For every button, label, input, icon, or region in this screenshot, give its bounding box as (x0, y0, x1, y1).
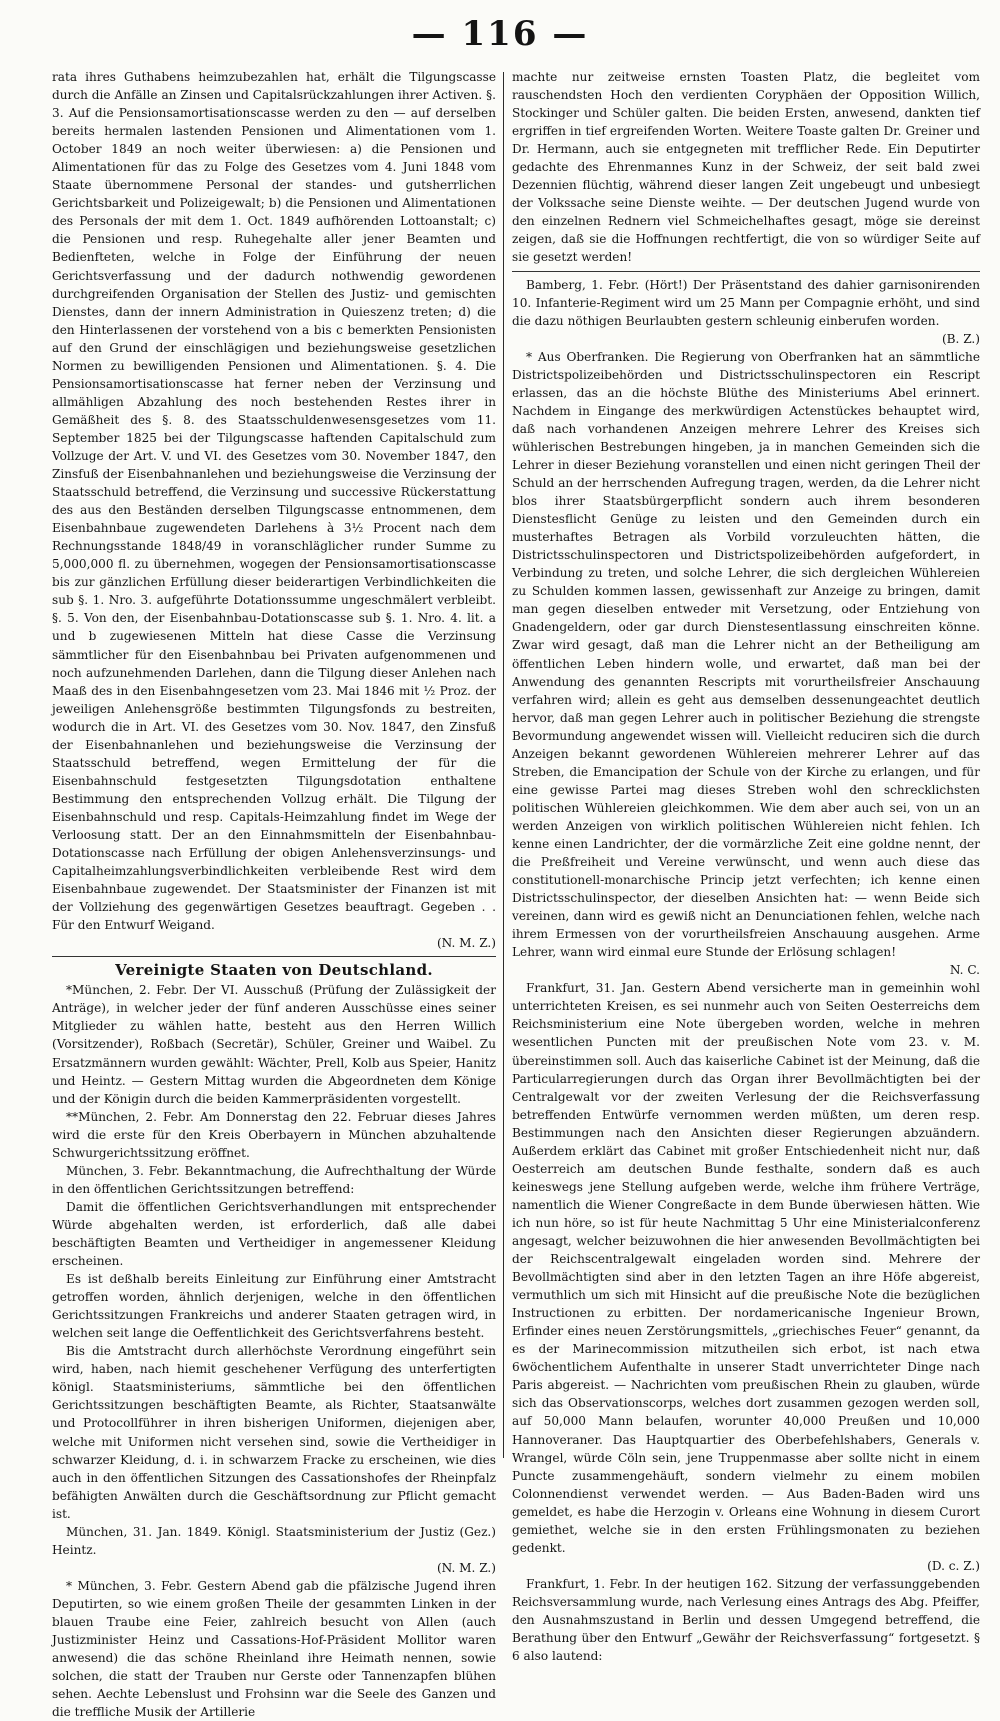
divider (52, 956, 496, 957)
article-text: * Aus Oberfranken. Die Regierung von Oberfranken hat an sämmtliche Districtspolizeibehörden und Districtsschulinspectoren ein Rescript erlassen, das an die höchste Blüthe des Ministeriums Abel erinnert. Nachdem in Eingange des merkwürdigen Actenstückes behauptet wird, daß nach vorhandenen Anzeigen mehrere Lehrer des Kreises sich wühlerischen Bestrebungen hingeben, ja in manchen Gemeinden sich die Lehrer in dieser Beziehung voranstellen und einen nicht geringen Theil der Schuld an der herrschenden Aufregung tragen, werden, da die Lehrer nicht blos ihrer Staatsbürgerpflicht sondern auch ihrem besonderen Dienstesflicht Genüge zu leisten und den Gemeinden durch ein musterhaftes Betragen als Vorbild vorzuleuchten hätten, die Districtsschulinspectoren und Districtspolizeibehörden aufgefordert, in Verbindung zu treten, und solche Lehrer, die sich dergleichen Wühlereien zu Schulden kommen lassen, gewissenhaft zur Anzeige zu bringen, damit man gegen dieselben entweder mit Versetzung, oder Entziehung von Gnadengeldern, oder gar durch Dienstesentlassung einschreiten könne. Zwar wird gesagt, daß man die Lehrer nicht an der Betheiligung am öffentlichen Leben hindern wolle, und erwartet, daß man bei der Anwendung des genannten Rescripts mit vorurtheilsfreier Anschauung verfahren wird; allein es geht aus demselben dessenungeachtet deutlich hervor, daß man gegen Lehrer auch in politischer Beziehung die strengste Bevormundung angewendet wissen will. Vielleicht reduciren sich die durch Anzeigen bekannt gewordenen Wühlereien mehrerer Lehrer auf das Streben, die Emancipation der Schule von der Kirche zu erlangen, und für eine gewisse Partei mag dieses Streben wohl den schrecklichsten politischen Wühlereien gleichkommen. Wie dem aber auch sei, von un an werden Anzeigen von wirklich politischen Wühlereien nicht fehlen. Ich kenne einen Landrichter, der die vormärzliche Zeit eine goldne nennt, der die Preßfreiheit und Vereine verwünscht, und wenn auch diese das constitutionell-monarchische Princip jetzt verfechten; ich kenne einen Districtsschulinspector, der dieselben Ansichten hat: — wenn Beide sich vereinen, dann wird es gewiß nicht an Denunciationen fehlen, welche nach ihrem Ermessen von der vorurtheilsfreien Anschauung ausgehen. Arme Lehrer, wann wird einmal eure Stunde der Erlösung schlagen! (512, 349, 980, 960)
article-text: *München, 2. Febr. Der VI. Ausschuß (Prüfung der Zulässigkeit der Anträge), in welcher jeder der fünf anderen Ausschüsse eines seiner Mitglieder zu wählen hatte, besteht aus den Herren Willich (Vorsitzender), Roßbach (Secretär), Schüler, Greiner und Waibel. Zu Ersatzmännern wurden gewählt: Wächter, Prell, Kolb aus Speier, Hanitz und Heintz. — Gestern Mittag wurden die Abgeordneten dem Könige und der Königin durch die beiden Kammerpräsidenten vorgestellt. (52, 983, 496, 1106)
column-divider (503, 72, 504, 1458)
article-text: * München, 3. Febr. Gestern Abend gab die pfälzische Jugend ihren Deputirten, so wie einem großen Theile der gesammten Linken in der blauen Traube eine Feier, zahlreich besucht von Allen (auch Justizminister Heinz und Cassations-Hof-Präsident Mollitor waren anwesend) die das schöne Rheinland ihre Heimath nennen, sowie solchen, die statt der Trauben nur Gerste oder Tannenzapfen blühen sehen. Aechte Lebenslust und Frohsinn war die Seele des Ganzen und die treffliche Musik der Artillerie (52, 1578, 496, 1720)
left-column (52, 68, 496, 1720)
page-number: — 116 — (411, 14, 589, 54)
article-text: Frankfurt, 31. Jan. Gestern Abend versicherte man in gemeinhin wohl unterrichteten Kreisen, es sei nunmehr auch von Seiten Oesterreichs dem Reichsministerium eine Note übergeben worden, welche in mehren wesentlichen Puncten mit der preußischen Note vom 23. v. M. übereinstimmen soll. Auch das kaiserliche Cabinet ist der Meinung, daß die Particularregierungen durch das Organ ihrer Bevollmächtigten bei der Centralgewalt vor der zweiten Verlesung der die Reichsverfassung betreffenden Entwürfe vernommen werden müßten, um deren resp. Bestimmungen nach den Ansichten dieser Regierungen abzuändern. Außerdem erklärt das Cabinet mit großer Entschiedenheit nicht nur, daß Oesterreich am deutschen Bunde festhalte, sondern daß es auch keineswegs jene Stellung aufgeben werde, welche ihm frühere Verträge, namentlich die Wiener Congreßacte in dem Bunde überwiesen hätten. Wie ich nun höre, so ist für heute Nachmittag 5 Uhr eine Ministerialconferenz angesagt, welcher beizuwohnen die hier anwesenden Bevollmächtigten bei der Reichscentralgewalt eingeladen worden sind. Mehrere der Bevollmächtigten sind aber in den letzten Tagen an ihre Höfe abgereist, vermuthlich um sich mit Hinsicht auf die preußische Note die bezüglichen Instructionen zu erbitten. Der nordamericanische Ingenieur Brown, Erfinder eines neuen Zerstörungsmittels, „griechisches Feuer“ genannt, da es der Marinecommission mitzutheilen sich erbot, ist nach etwa 6wöchentlichem Aufenthalte in unserer Stadt unverrichteter Dinge nach Paris abgereist. — Nachrichten vom preußischen Rhein zu glauben, würde sich das Observationscorps, welches dort zusammen gezogen werden soll, auf 50,000 Mann belaufen, worunter 40,000 Preußen und 10,000 Hannoveraner. Das Hauptquartier des Oberbefehlshabers, Generals v. Wrangel, würde Cöln sein, jene Truppenmasse aber sollte nicht in einem Puncte zusammengehäuft, sondern vielmehr zu einem mobilen Colonnendienst verwendet werden. — Aus Baden-Baden wird uns gemeldet, es habe die Herzogin v. Orleans eine Wohnung in diesem Curort gemiethet, welche sie in den ersten Frühlingsmonaten zu beziehen gedenkt. (512, 981, 980, 1555)
article-text: Frankfurt, 1. Febr. In der heutigen 162. Sitzung der verfassunggebenden Reichsversammlung wurde, nach Verlesung eines Antrags des Abg. Pfeiffer, den Ausnahmszustand in Berlin und dessen Umgegend betreffend, die Berathung über den Entwurf „Gewähr der Reichsverfassung“ fortgesetzt. § 6 also lautend: (512, 1576, 980, 1664)
article-source: (D. c. Z.) (927, 1558, 980, 1573)
divider (512, 271, 980, 272)
article-text: München, 3. Febr. Bekanntmachung, die Aufrechthaltung der Würde in den öffentlichen Gerichtssitzungen betreffend: (52, 1163, 496, 1196)
article-source: (B. Z.) (941, 331, 980, 346)
article-text: Damit die öffentlichen Gerichtsverhandlungen mit entsprechender Würde abgehalten werden, ist erforderlich, daß alle dabei beschäftigten Beamten und Vertheidiger in angemessener Kleidung erscheinen. (52, 1199, 496, 1269)
article-text: Bamberg, 1. Febr. (Hört!) Der Präsentstand des dahier garnisonirenden 10. Infanterie-Regiment wird um 25 Mann per Compagnie erhöht, und sind die dazu nöthigen Beurlaubten gestern schleunig einberufen worden. (512, 277, 980, 328)
article-text: machte nur zeitweise ernsten Toasten Platz, die begleitet vom rauschendsten Hoch den verdienten Coryphäen der Opposition Willich, Stockinger und Schüler galten. Die beiden Ersten, anwesend, dankten tief ergriffen in tief ergreifenden Worten. Weitere Toaste galten Dr. Greiner und Dr. Hermann, auch sie entgegneten mit trefflicher Rede. Ein Deputirter gedachte des Ehrenmannes Kunz in der Schweiz, der seit bald zwei Dezennien flüchtig, während dieser langen Zeit ungebeugt und unbesiegt der Volkssache seine Dienste weihte. — Der deutschen Jugend wurde von den einzelnen Rednern viel Schmeichelhaftes gesagt, möge sie dereinst zeigen, daß sie die Hoffnungen rechtfertigt, die von so würdiger Seite auf sie gesetzt werden! (512, 70, 980, 265)
article-text: **München, 2. Febr. Am Donnerstag den 22. Februar dieses Jahres wird die erste für den Kreis Oberbayern in München abzuhaltende Schwurgerichtssitzung eröffnet. (52, 1109, 496, 1160)
article-text: Bis die Amtstracht durch allerhöchste Verordnung eingeführt sein wird, haben, nach hiemit geschehener Verfügung des unterfertigten königl. Staatsministeriums, sämmtliche bei den öffentlichen Gerichtssitzungen beschäftigten Beamte, als Richter, Staatsanwälte und Protocollführer in ihren bisherigen Uniformen, diejenigen aber, welche mit Uniformen nicht versehen sind, sowie die Vertheidiger in schwarzer Kleidung, d. i. in schwarzem Fracke zu erscheinen, wie dies auch in den öffentlichen Sitzungen des Cassationshofes der Rheinpfalz befähigten Anwälten durch die Geschäftsordnung zur Pflicht gemacht ist. (52, 1344, 496, 1521)
article-source: (N. M. Z.) (436, 936, 496, 951)
article-source: N. C. (949, 963, 980, 978)
article-text: rata ihres Guthabens heimzubezahlen hat, erhält die Tilgungscasse durch die Anfälle an Zinsen und Capitalsrückzahlungen ihrer Activen. §. 3. Auf die Pensionsamortisationscasse werden zu den — auf derselben bereits hermalen lastenden Pensionen und Alimentationen vom 1. October 1849 an noch weiter überwiesen: a) die Pensionen und Alimentationen für das zu Folge des Gesetzes vom 4. Juni 1848 vom Staate übernommene Personal der standes- und gutsherrlichen Gerichtsbarkeit und Polizeigewalt; b) die Pensionen und Alimentationen des Personals der mit dem 1. Oct. 1849 aufhörenden Lottoanstalt; c) die Pensionen und resp. Ruhegehalte aller jener Beamten und Bedienfteten, welche in Folge der Einführung der neuen Gerichtsverfassung und der dadurch nothwendig gewordenen durchgreifenden Organisation der Stellen des Justiz- und gemischten Dienstes, dann der innern Administration in Quieszenz treten; d) die den Hinterlassenen der vorstehend von a bis c bemerkten Pensionisten auf den Grund der einschlägigen und beziehungsweise gesetzlichen Normen zu bewilligenden Pensionen und Alimentationen. §. 4. Die Pensionsamortisationscasse hat ferner neben der Verzinsung und allmähligen Abzahlung des noch bestehenden Restes ihrer in Gemäßheit des §. 8. des Staatsschuldenwesensgesetzes vom 11. September 1825 bei der Tilgungscasse haftenden Capitalschuld zum Vollzuge der Art. V. und VI. des Gesetzes vom 30. November 1847, den Zinsfuß der Eisenbahnanlehen und beziehungsweise die Verzinsung der Staatsschuld betreffend, die Verzinsung und successive Rückerstattung des aus den Beständen derselben Tilgungscasse entnommenen, dem Eisenbahnbaue zugewendeten Darlehens à 3½ Procent nach dem Rechnungsstande 1848/49 in voranschläglicher runder Summe zu 5,000,000 fl. zu übernehmen, wogegen der Pensionsamortisationscasse bis zur gänzlichen Erfüllung dieser beiderartigen Verbindlichkeiten die sub §. 1. Nro. 3. aufgeführte Dotationssumme ungeschmälert verbleibt. §. 5. Von den, der Eisenbahnbau-Dotationscasse sub §. 1. Nro. 4. lit. a und b zugewiesenen Mitteln hat diese Casse die Verzinsung sämmtlicher für den Eisenbahnbau bei Privaten aufgenommenen und noch aufzunehmenden Darlehen, dann die Tilgung dieser Anlehen nach Maaß des in den Eisenbahngesetzen vom 23. Mai 1846 mit ½ Proz. der jeweiligen Anlehensgröße bestimmten Tilgungsfonds zu bestreiten, wodurch die in Art. VI. des Gesetzes vom 30. Nov. 1847, den Zinsfuß der Eisenbahnanlehen und beziehungsweise die Verzinsung der Staatsschuld betreffend, wegen Ermittelung der für die Eisenbahnschuld festgesetzten Tilgungsdotation enthaltene Bestimmung den entsprechenden Vollzug erhält. Die Tilgung der Eisenbahnschuld und resp. Capitals-Heimzahlung findet im Wege der Verloosung statt. Der an den Einnahmsmitteln der Eisenbahnbau-Dotationscasse nach Erfüllung der obigen Anlehensverzinsungs- und Capitalheimzahlungsverbindlichkeiten verbleibende Rest wird dem Eisenbahnbaue zugewendet. Der Staatsminister der Finanzen ist mit der Vollziehung des gegenwärtigen Gesetzes beauftragt. Gegeben . . Für den Entwurf Weigand. (52, 70, 496, 933)
section-title: Vereinigte Staaten von Deutschland. (115, 961, 433, 980)
right-column (512, 68, 980, 1664)
article-text: München, 31. Jan. 1849. Königl. Staatsministerium der Justiz (Gez.) Heintz. (52, 1524, 496, 1557)
article-source: (N. M. Z.) (436, 1560, 496, 1575)
article-text: Es ist deßhalb bereits Einleitung zur Einführung einer Amtstracht getroffen worden, ähnlich derjenigen, welche in den öffentlichen Gerichtssitzungen Frankreichs und anderer Staaten getragen wird, in welchen seit lange die Oeffentlichkeit des Gerichtsverfahrens besteht. (52, 1272, 496, 1341)
